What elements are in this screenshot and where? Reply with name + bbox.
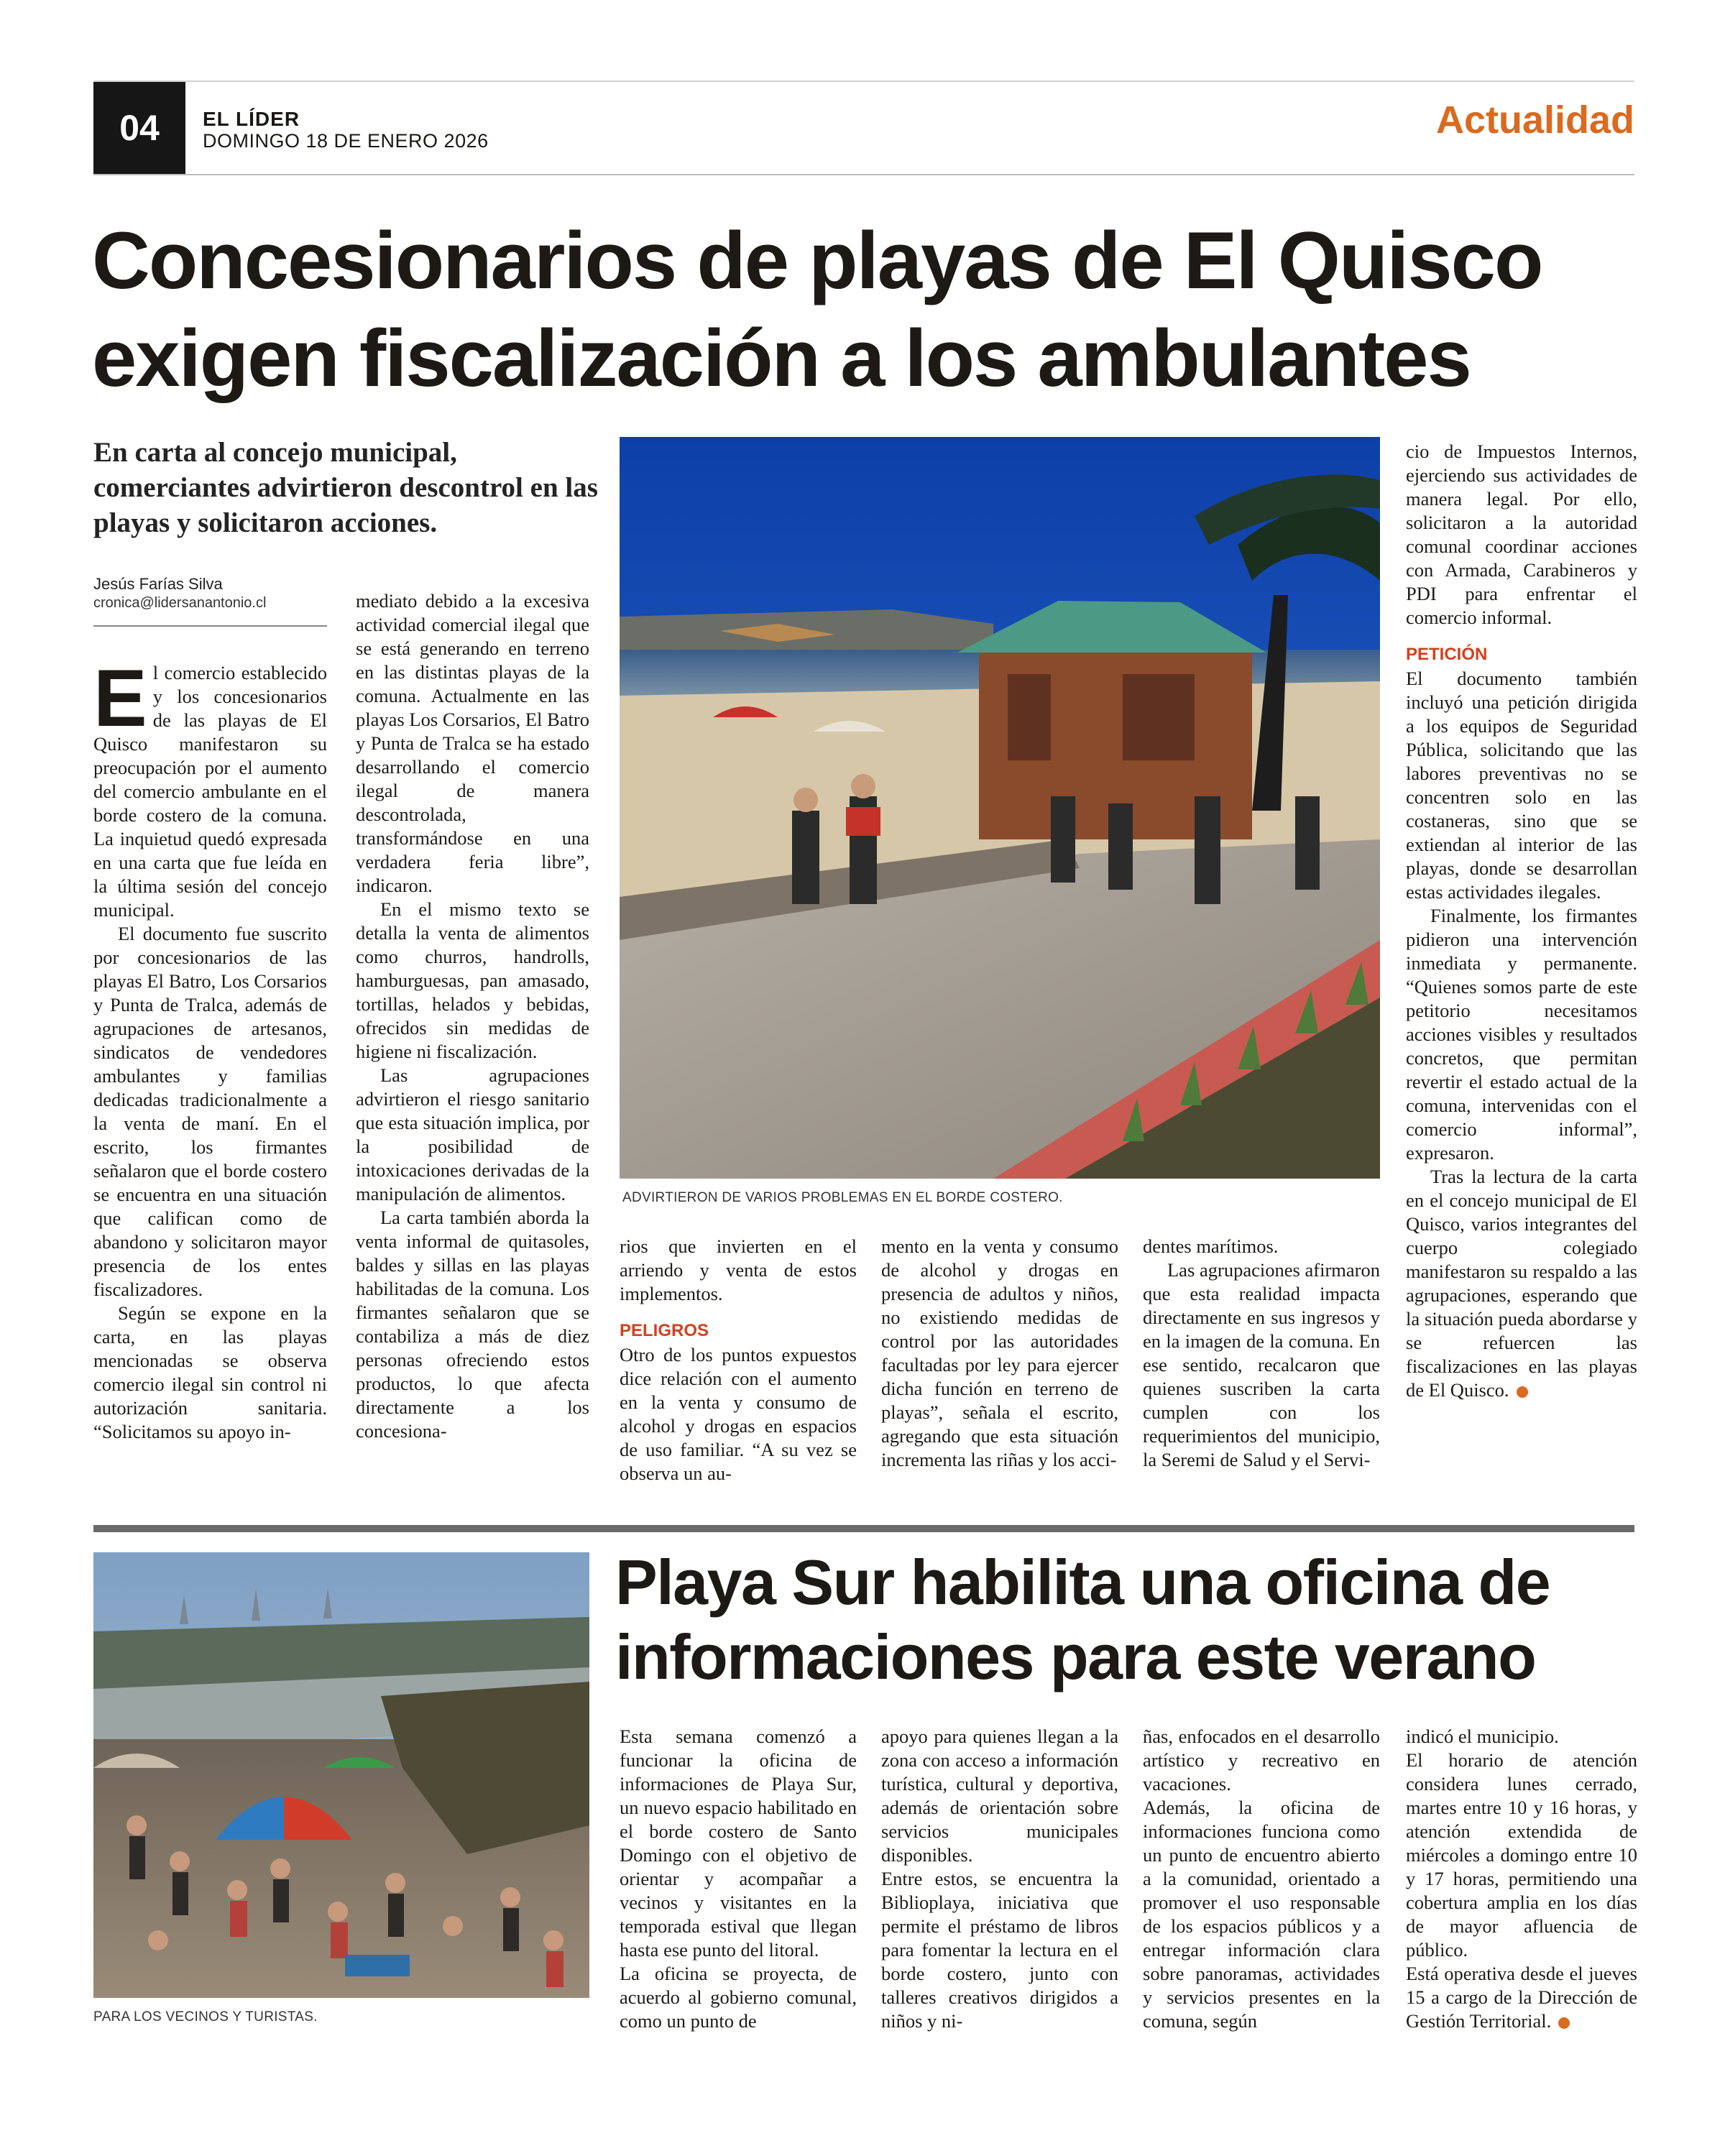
paragraph-text: Tras la lectura de la carta en el concejo municipal de El Quisco, varios integrantes del cuerpo colegiado manifestaron su respaldo a las agrupaciones, esperando que la situación pueda abordarse y se refuercen las fiscalizaciones en las playas de El Quisco. [1406, 1166, 1637, 1401]
byline-rule [93, 625, 327, 627]
paper-name: EL LÍDER [203, 108, 300, 130]
article1-column-1 [93, 661, 327, 1502]
issue-date: DOMINGO 18 DE ENERO 2026 [203, 130, 489, 152]
photo2-caption: PARA LOS VECINOS Y TURISTAS. [93, 2009, 318, 2024]
header-rule [93, 174, 1634, 175]
section-name: Actualidad [1435, 98, 1634, 142]
article1-headline [92, 212, 1542, 407]
paragraph [1406, 1165, 1637, 1402]
end-mark-icon [1517, 1386, 1528, 1398]
paragraph: rios que invierten en el arriendo y venta de estos implementos. [620, 1235, 857, 1304]
paragraph: El documento también incluyó una petición dirigida a los equipos de Seguridad Pública, solicitando que las labores preventivas no se concentren solo en las costaneras, sino que se extiendan al interior de las playas, donde se desarrollan estas actividades ilegales. [1406, 668, 1637, 903]
paragraph: El documento fue suscrito por concesionarios de las playas El Batro, Los Corsarios y Punta de Tralca, además de agrupaciones de artesanos, sindicatos de vendedores ambulantes y familias dedicadas tradicionalmente a la venta de maní. En el escrito, los firmantes señalaron que el borde costero se encuentra en una situación que califican como de abandono y solicitaron mayor presencia de los entes fiscalizadores. [93, 923, 327, 1300]
paragraph: dentes marítimos. [1143, 1235, 1279, 1257]
article1-column-6 [1406, 440, 1637, 1506]
top-rule [93, 80, 1634, 82]
paragraph: Además, la oficina de informaciones funciona como un punto de encuentro abierto a la comunidad, orientado a promover el uso responsable de los espacios públicos y a entregar información clara sobre panoramas, actividades y servicios presentes en la comuna, según [1143, 1797, 1380, 2032]
paragraph: Las agrupaciones afirmaron que esta realidad impacta directamente en sus ingresos y en la imagen de la comuna. En ese sentido, recalcaron que quienes suscriben la carta cumplen con los requerimientos del municipio, la Seremi de Salud y el Servi- [1143, 1259, 1380, 1470]
beach-promenade-photo [620, 437, 1380, 1179]
article1-column-2 [356, 589, 589, 1502]
photo1-caption: ADVIRTIERON DE VARIOS PROBLEMAS EN EL BORDE COSTERO. [622, 1190, 1063, 1205]
paragraph: mediato debido a la excesiva actividad comercial ilegal que se está generando en terreno en las distintas playas de la comuna. Actualmente en las playas Los Corsarios, El Batro y Punta de Tralca se ha estado desarrollando el comercio ilegal de manera descontrolada, transformándose en una verdadera feria libre”, indicaron. [356, 590, 589, 896]
paragraph: La carta también aborda la venta informal de quitasoles, baldes y sillas en las playas habilitadas de la comuna. Los firmantes señalaron que se contabiliza a más de diez personas ofreciendo estos productos, lo que afecta directamente a los concesiona- [356, 1207, 589, 1442]
paragraph: En el mismo texto se detalla la venta de alimentos como churros, handrolls, hamburguesas, pan amasado, tortillas, helados y bebidas, ofrecidos sin medidas de higiene ni fiscalización. [356, 898, 589, 1062]
article1-column-5 [1143, 1235, 1380, 1502]
paragraph: cio de Impuestos Internos, ejerciendo sus actividades de manera legal. Por ello, solicitaron a la autoridad comunal coordinar acciones con Armada, Carabineros y PDI para enfrentar el comercio informal. [1406, 441, 1637, 628]
subhead-peticion: PETICIÓN [1406, 645, 1488, 664]
paragraph: Esta semana comenzó a funcionar la oficina de informaciones de Playa Sur, un nuevo espacio habilitado en el borde costero de Santo Domingo con el objetivo de orientar y acompañar a vecinos y visitantes en la temporada estival que llegan hasta ese punto del litoral. [620, 1726, 857, 1961]
paragraph: Según se expone en la carta, en las playas mencionadas se observa comercio ilegal sin control ni autorización sanitaria. “Solicitamos su apoyo in- [93, 1302, 327, 1442]
paragraph: Otro de los puntos expuestos dice relación con el aumento en la venta y consumo de alcohol y drogas en espacios de uso familiar. “A su vez se observa un au- [620, 1344, 857, 1484]
dropcap: E [93, 661, 147, 743]
article1-headline-line2: exigen fiscalización a los ambulantes [92, 313, 1471, 403]
paragraph: indicó el municipio. [1406, 1726, 1559, 1747]
article2-headline [615, 1545, 1550, 1695]
paragraph: Finalmente, los firmantes pidieron una intervención inmediata y permanente. “Quienes somos parte de este petitorio necesitamos acciones visibles y resultados concretos, que permitan revertir el estado actual de la comuna, intervenidas con el comercio informal”, expresaron. [1406, 905, 1637, 1164]
article2-headline-line1: Playa Sur habilita una oficina de [615, 1547, 1550, 1618]
paragraph: apoyo para quienes llegan a la zona con acceso a información turística, cultural y deportiva, además de orientación sobre servicios municipales disponibles. [881, 1726, 1118, 1866]
author-email: cronica@lidersanantonio.cl [93, 595, 267, 611]
section-divider [93, 1525, 1634, 1532]
paragraph: ñas, enfocados en el desarrollo artístico y recreativo en vacaciones. [1143, 1726, 1380, 1795]
crowded-beach-photo [93, 1552, 589, 1998]
paragraph: mento en la venta y consumo de alcohol y drogas en presencia de adultos y niños, no existiendo medidas de control por las autoridades facultadas por ley para ejercer dicha función en terreno de playas”, señala el escrito, agregando que esta situación incrementa las riñas y los acci- [881, 1235, 1118, 1470]
paragraph [1406, 1962, 1637, 2033]
article1-column-3 [620, 1235, 857, 1502]
article2-column-3 [1143, 1725, 1380, 2091]
paragraph: Entre estos, se encuentra la Biblioplaya, iniciativa que permite el préstamo de libros para fomentar la lectura en el borde costero, junto con talleres creativos dirigidos a niños y ni- [881, 1868, 1118, 2032]
subhead-peligros: PELIGROS [620, 1321, 709, 1340]
paragraph: El horario de atención considera lunes cerrado, martes entre 10 y 16 horas, y atención extendida de miércoles a domingo entre 10 y 17 horas, permitiendo una cobertura amplia en los días de mayor afluencia de público. [1406, 1749, 1637, 1961]
end-mark-icon [1558, 2017, 1570, 2029]
article1-column-4 [881, 1235, 1118, 1502]
article2-column-2 [881, 1725, 1118, 2091]
paragraph: La oficina se proyecta, de acuerdo al gobierno comunal, como un punto de [620, 1963, 857, 2032]
paragraph: l comercio establecido y los concesionarios de las playas de El Quisco manifestaron su preocupación por el aumento del comercio ambulante en el borde costero de la comuna. La inquietud quedó expresada en una carta que fue leída en la última sesión del concejo municipal. [93, 662, 327, 921]
article2-headline-line2: informaciones para este verano [615, 1621, 1536, 1692]
article1-deck: En carta al concejo municipal, comerciantes advirtieron descontrol en las playas y solicitaron acciones. [93, 437, 598, 538]
page-number: 04 [93, 82, 185, 174]
paragraph: Las agrupaciones advirtieron el riesgo sanitario que esta situación implica, por la posibilidad de intoxicaciones derivadas de la manipulación de alimentos. [356, 1064, 589, 1204]
paragraph-text: Está operativa desde el jueves 15 a cargo de la Dirección de Gestión Territorial. [1406, 1963, 1637, 2032]
article1-headline-line1: Concesionarios de playas de El Quisco [92, 216, 1542, 305]
article2-column-1 [620, 1725, 857, 2091]
article2-column-4 [1406, 1725, 1637, 2091]
author-name: Jesús Farías Silva [93, 575, 223, 593]
